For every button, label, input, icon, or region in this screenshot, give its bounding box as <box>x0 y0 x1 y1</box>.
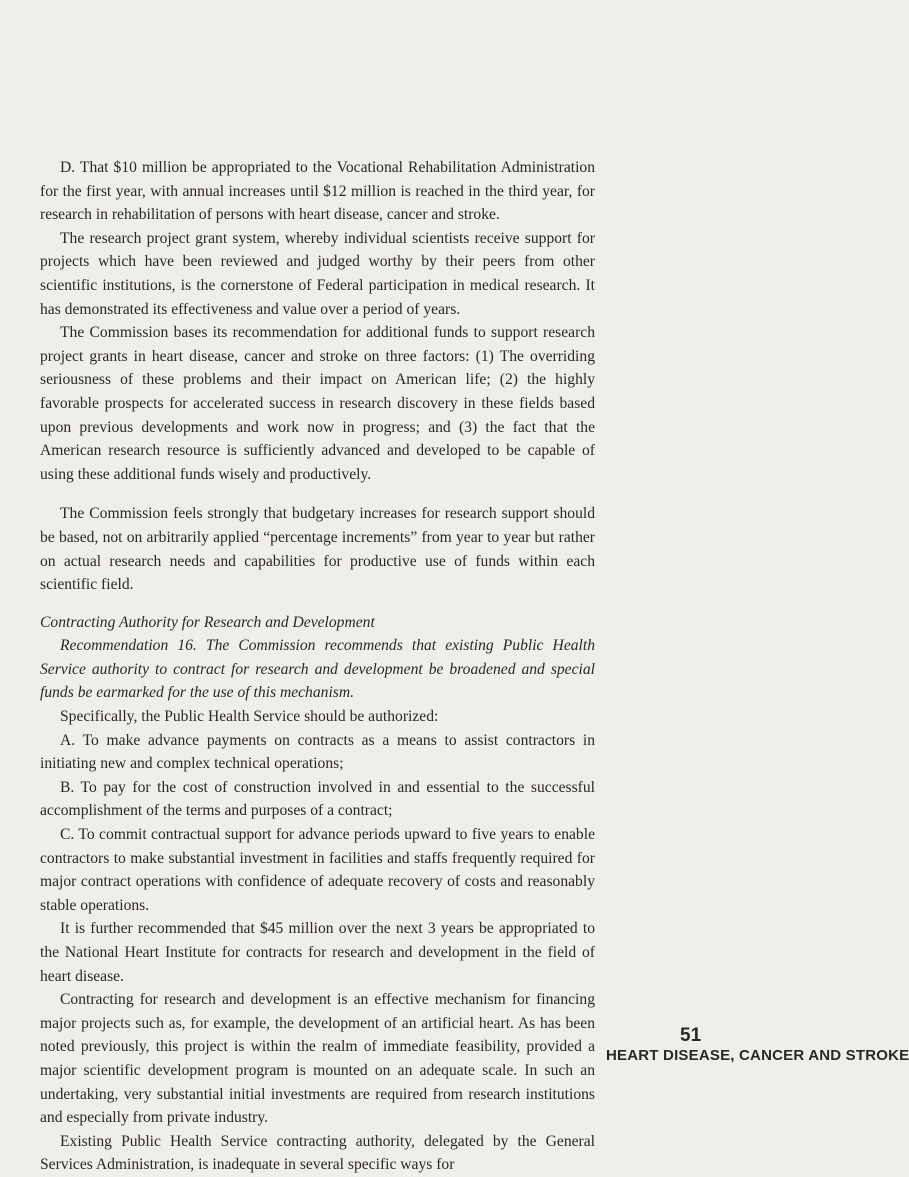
paragraph-effective-mechanism: Contracting for research and development is an effective mechanism for financing major projects such as, for example, the development of an artificial heart. As has been noted previously, this project is within the realm of immediate feasibility, provided a major scientific development program is mounted on an adequate scale. In such an undertaking, very substantial initial investments are required from research institutions and especially from private industry. <box>40 991 595 1127</box>
paragraph-heart-institute: It is further recommended that $45 million over the next 3 years be appropriated to the National Heart Institute for contracts for research and development in the field of heart disease. <box>40 920 595 985</box>
recommendation-16: Recommendation 16. The Commission recommends that existing Public Health Service authority to contract for research and development be broadened and special funds be earmarked for the use of this mechanism. <box>40 637 595 702</box>
specifically-line: Specifically, the Public Health Service should be authorized: <box>60 708 439 726</box>
list-item-b: B. To pay for the cost of construction involved in and essential to the successful accomplishment of the terms and purposes of a contract; <box>40 778 595 820</box>
list-item-c: C. To commit contractual support for advance periods upward to five years to enable contractors to make substantial investment in facilities and staffs frequently required for major contract operations with confidence of adequate recovery of costs and reasonably stable operations. <box>40 826 595 914</box>
paragraph-three-factors: The Commission bases its recommendation for additional funds to support research project grants in heart disease, cancer and stroke on three factors: (1) The overriding seriousness of these problems and their impact on American life; (2) the highly favorable prospects for accelerated success in research discovery in these fields based upon previous developments and work now in progress; and (3) the fact that the American research resource is sufficiently advanced and developed to be capable of using these additional funds wisely and productively. <box>40 324 595 483</box>
paragraph-existing-authority: Existing Public Health Service contracting authority, delegated by the General Services Administration, is inadequate in several specific ways for <box>40 1132 595 1174</box>
page-number: 51 <box>680 1025 702 1046</box>
list-item-a: A. To make advance payments on contracts as a means to assist contractors in initiating new and complex technical operations; <box>40 731 595 773</box>
body-text <box>40 156 595 1177</box>
section-heading: Contracting Authority for Research and Development <box>40 613 375 631</box>
paragraph-budgetary: The Commission feels strongly that budgetary increases for research support should be based, not on arbitrarily applied “percentage increments” from year to year but rather on actual research needs and capabilities for productive use of funds within each scientific field. <box>40 505 595 594</box>
running-head: HEART DISEASE, CANCER AND STROKE <box>606 1047 909 1064</box>
paragraph-grant-system: The research project grant system, whereby individual scientists receive support for projects which have been reviewed and judged worthy by their peers from other scientific institutions, is the cornerstone of Federal participation in medical research. It has demonstrated its effectiveness and value over a period of years. <box>40 229 595 318</box>
paragraph-item-d: D. That $10 million be appropriated to the Vocational Rehabilitation Administration for the first year, with annual increases until $12 million is reached in the third year, for research in rehabilitation of persons with heart disease, cancer and stroke. <box>40 159 595 224</box>
